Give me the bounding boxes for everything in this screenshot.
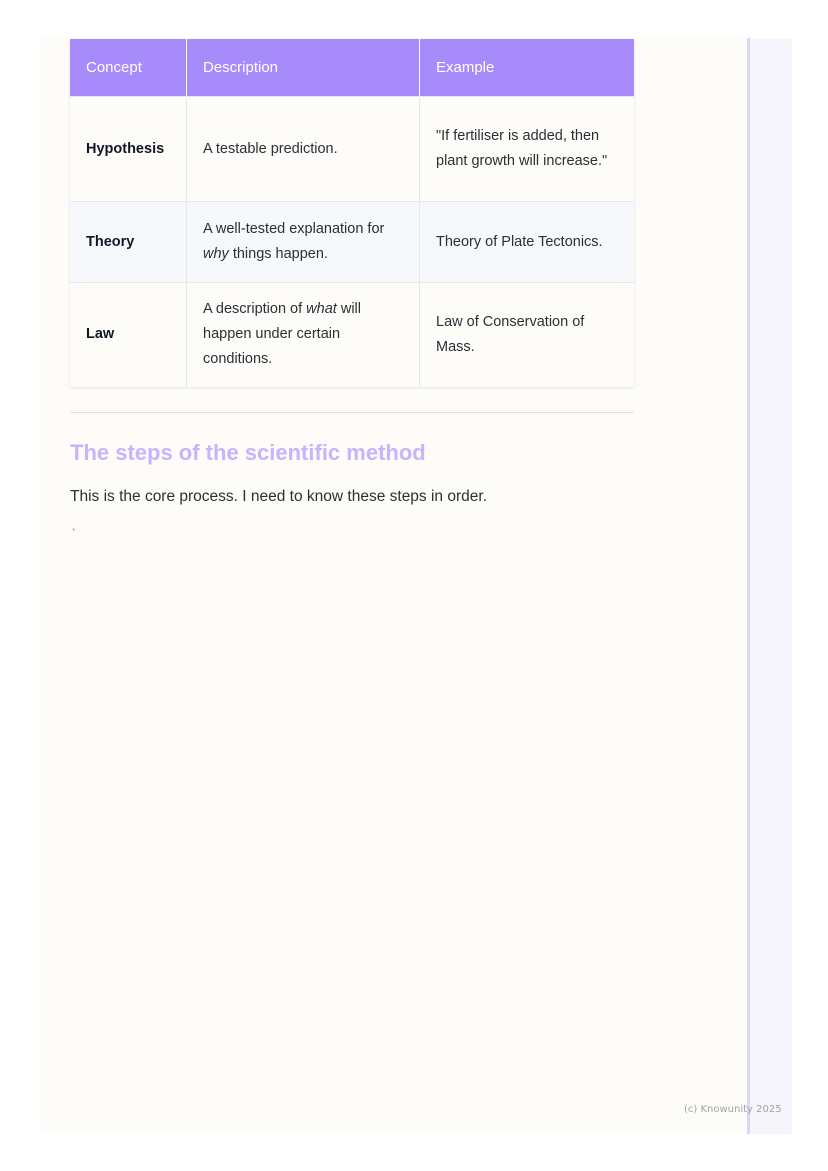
concept-cell: Law (70, 283, 187, 387)
header-description: Description (187, 39, 420, 97)
description-text: things happen. (228, 246, 328, 262)
section-body-text: This is the core process. I need to know these steps in order. (70, 488, 487, 505)
description-cell (187, 202, 420, 283)
example-cell: "If fertiliser is added, then plant growth will increase." (420, 97, 635, 202)
description-cell (187, 97, 420, 202)
description-cell (187, 283, 420, 387)
concept-cell: Theory (70, 202, 187, 283)
example-cell: Law of Conservation of Mass. (420, 283, 635, 387)
table-row (70, 97, 634, 202)
description-text: A testable prediction. (203, 140, 338, 157)
concepts-table (70, 39, 634, 387)
description-text: will happen under certain conditions. (203, 301, 361, 368)
table-row (70, 202, 634, 283)
header-concept: Concept (70, 39, 187, 97)
description-emphasis: why (203, 246, 229, 262)
concept-cell: Hypothesis (70, 97, 187, 202)
header-example: Example (420, 39, 635, 97)
table-header-row (70, 39, 634, 97)
section-heading: The steps of the scientific method (70, 440, 426, 465)
section-divider (70, 412, 634, 413)
copyright-footer: (c) Knowunity 2025 (684, 1104, 782, 1115)
stray-backtick: ` (72, 528, 76, 540)
table-row (70, 283, 634, 387)
side-rail (749, 38, 792, 1134)
description-emphasis: what (306, 301, 337, 318)
description-text: A description of (203, 301, 307, 318)
example-cell: Theory of Plate Tectonics. (420, 202, 635, 283)
description-text: A well-tested explanation for (203, 221, 385, 237)
side-border-line (747, 38, 750, 1134)
